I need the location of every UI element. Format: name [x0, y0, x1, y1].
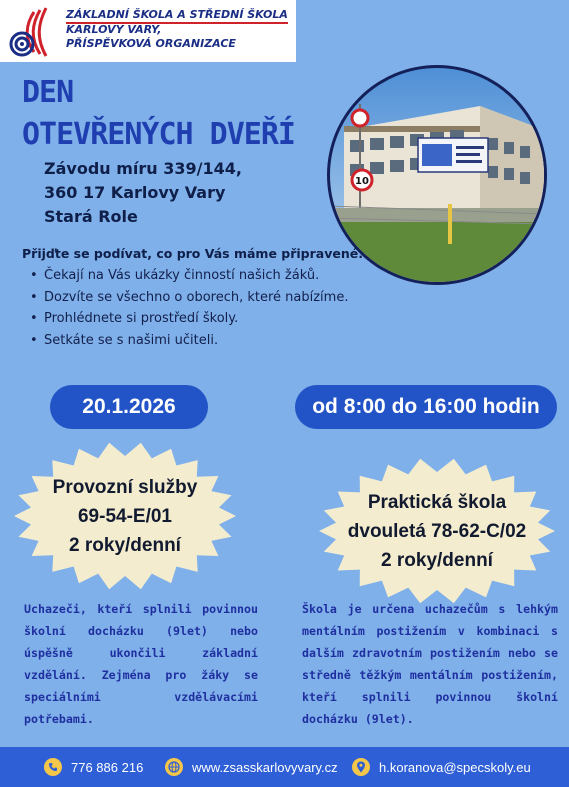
address-block [44, 157, 242, 229]
school-name-line1: ZÁKLADNÍ ŠKOLA A STŘEDNÍ ŠKOLA [66, 8, 288, 21]
speed-limit-text: 10 [355, 176, 369, 187]
school-name-line3: PŘÍSPĚVKOVÁ ORGANIZACE [66, 37, 236, 50]
school-name [66, 8, 296, 51]
program-badge-provozni-sluzby [12, 440, 238, 592]
program-description-left: Uchazeči, kteří splnili povinnou školní docházku (9let) nebo úspěšně ukončili základní vzdělání. Zejména pro žáky se speciálními vzdělávacími potřebami. [24, 602, 258, 726]
list-item: • Prohlédnete si prostředí školy. [22, 308, 348, 330]
list-item: • Čekají na Vás ukázky činností našich žáků. [22, 265, 348, 287]
feature-list [22, 265, 348, 351]
phone-number: 776 886 216 [71, 759, 144, 775]
program-description-right: Škola je určena uchazečům s lehkým mentálním postižením v kombinaci s dalším zdravotním postižením nebo se středně těžkým mentálním postižením, kteří splnili povinnou školní docházku (9let). [302, 602, 558, 726]
list-item: • Dozvíte se všechno o oborech, které nabízíme. [22, 287, 348, 309]
page-title [22, 72, 295, 156]
website-url: www.zsasskarlovyvary.cz [192, 759, 338, 775]
address-line1: Závodu míru 339/144, [44, 159, 242, 178]
program-badge-text [317, 456, 557, 606]
program-name: Provozní služby [52, 476, 198, 498]
program-badge-text [12, 440, 238, 592]
contact-footer [0, 747, 569, 787]
school-logo-icon [4, 4, 62, 60]
contact-website[interactable] [165, 747, 338, 787]
title-line2: OTEVŘENÝCH DVEŘÍ [22, 117, 295, 152]
contact-email[interactable] [352, 747, 531, 787]
event-time-badge: od 8:00 do 16:00 hodin [295, 385, 557, 429]
program-name: Praktická škola [367, 491, 507, 513]
event-date-badge: 20.1.2026 [50, 385, 208, 429]
program-code: 69-54-E/01 [77, 505, 172, 527]
school-logo-box [0, 0, 296, 62]
list-item: • Setkáte se s našimi učiteli. [22, 330, 348, 352]
program-duration: 2 roky/denní [69, 534, 181, 556]
globe-icon [165, 758, 183, 776]
location-pin-icon [352, 758, 370, 776]
address-line3: Stará Role [44, 207, 138, 226]
school-name-line2: KARLOVY VARY, [66, 23, 162, 36]
email-address: h.koranova@specskoly.eu [379, 759, 531, 775]
title-line1: DEN [22, 75, 74, 110]
program-badge-prakticka-skola [317, 456, 557, 606]
intro-text: Přijďte se podívat, co pro Vás máme připravené. [22, 246, 363, 261]
contact-phone[interactable] [44, 747, 143, 787]
program-duration: 2 roky/denní [381, 549, 493, 571]
address-line2: 360 17 Karlovy Vary [44, 183, 226, 202]
phone-icon [44, 758, 62, 776]
program-code: dvouletá 78-62-C/02 [347, 520, 527, 542]
